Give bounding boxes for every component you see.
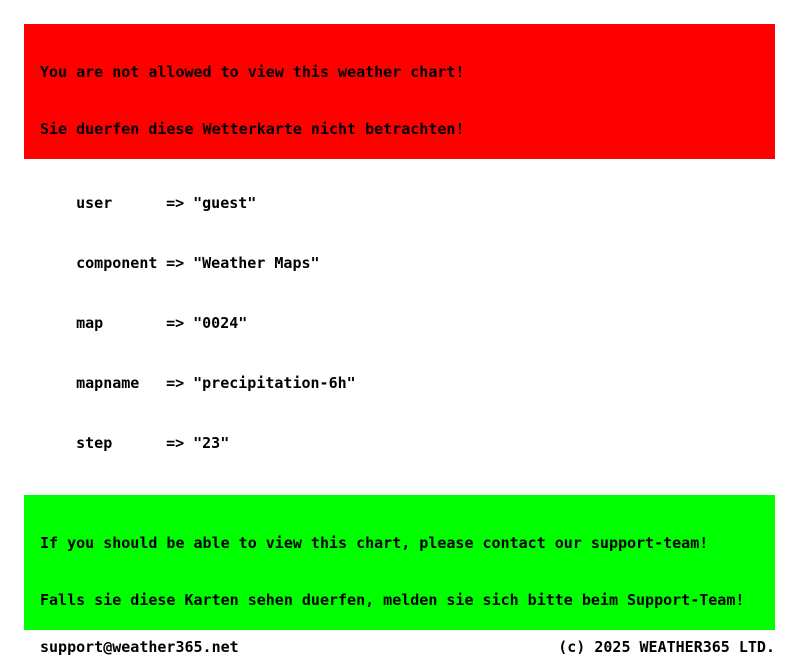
detail-row-user — [40, 173, 800, 233]
access-denied-message-de: Sie duerfen diese Wetterkarte nicht betrachten! — [40, 120, 465, 138]
detail-value: "Weather Maps" — [193, 254, 320, 272]
support-info-banner — [24, 495, 775, 630]
arrow-glyph: => — [166, 374, 185, 392]
detail-key: map — [76, 314, 104, 332]
support-email: support@weather365.net — [40, 638, 239, 656]
detail-key: user — [76, 194, 113, 212]
detail-value: "guest" — [193, 194, 257, 212]
detail-row-map — [40, 293, 800, 353]
detail-key: step — [76, 434, 113, 452]
arrow-glyph: => — [166, 194, 185, 212]
support-message-de: Falls sie diese Karten sehen duerfen, melden sie sich bitte beim Support-Team! — [40, 591, 745, 609]
detail-row-mapname — [40, 353, 800, 413]
detail-value: "23" — [193, 434, 230, 452]
arrow-glyph: => — [166, 434, 185, 452]
detail-value: "0024" — [193, 314, 248, 332]
access-denied-message-en: You are not allowed to view this weather chart! — [40, 63, 465, 81]
footer — [24, 637, 775, 657]
access-denied-banner — [24, 24, 775, 159]
arrow-glyph: => — [166, 254, 185, 272]
detail-row-component — [40, 233, 800, 293]
detail-key: component — [76, 254, 158, 272]
arrow-glyph: => — [166, 314, 185, 332]
request-details — [40, 173, 800, 473]
detail-value: "precipitation-6h" — [193, 374, 356, 392]
copyright-notice: (c) 2025 WEATHER365 LTD. — [558, 638, 775, 656]
support-message-en: If you should be able to view this chart, please contact our support-team! — [40, 534, 709, 552]
detail-row-step — [40, 413, 800, 473]
detail-key: mapname — [76, 374, 140, 392]
